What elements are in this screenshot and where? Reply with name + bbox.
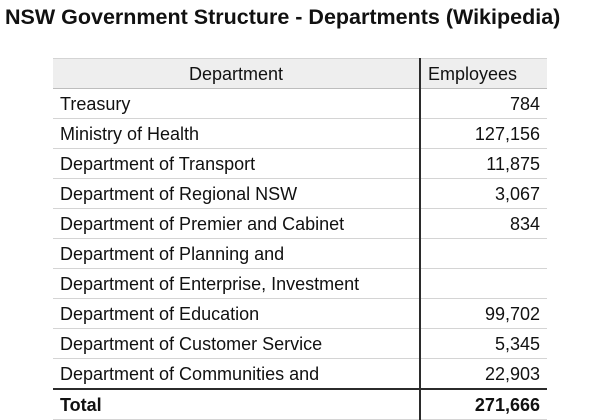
employees-cell: 834 [420,209,547,239]
total-employees: 271,666 [420,389,547,420]
department-cell: Department of Enterprise, Investment [53,269,420,299]
table-row [53,89,547,119]
table-row [53,149,547,179]
departments-table [53,58,547,420]
employees-cell: 784 [420,89,547,119]
total-label: Total [53,389,420,420]
employees-cell: 127,156 [420,119,547,149]
department-cell: Department of Education [53,299,420,329]
table-row [53,209,547,239]
department-cell: Department of Transport [53,149,420,179]
table-row [53,269,547,299]
department-cell: Ministry of Health [53,119,420,149]
employees-cell: 5,345 [420,329,547,359]
employees-cell: 11,875 [420,149,547,179]
employees-cell: 22,903 [420,359,547,390]
department-cell: Department of Communities and [53,359,420,390]
table-row [53,239,547,269]
table-row [53,299,547,329]
table-row [53,119,547,149]
employees-cell [420,269,547,299]
department-cell: Department of Regional NSW [53,179,420,209]
employees-cell: 99,702 [420,299,547,329]
employees-cell [420,239,547,269]
table-header-row [53,59,547,89]
table-row [53,329,547,359]
table-row [53,359,547,390]
table-row [53,179,547,209]
employees-column-header: Employees [420,59,547,89]
total-row [53,389,547,420]
employees-cell: 3,067 [420,179,547,209]
department-cell: Treasury [53,89,420,119]
department-cell: Department of Premier and Cabinet [53,209,420,239]
department-column-header: Department [53,59,420,89]
department-cell: Department of Customer Service [53,329,420,359]
department-cell: Department of Planning and [53,239,420,269]
page-title: NSW Government Structure - Departments (Wikipedia) [5,5,561,29]
